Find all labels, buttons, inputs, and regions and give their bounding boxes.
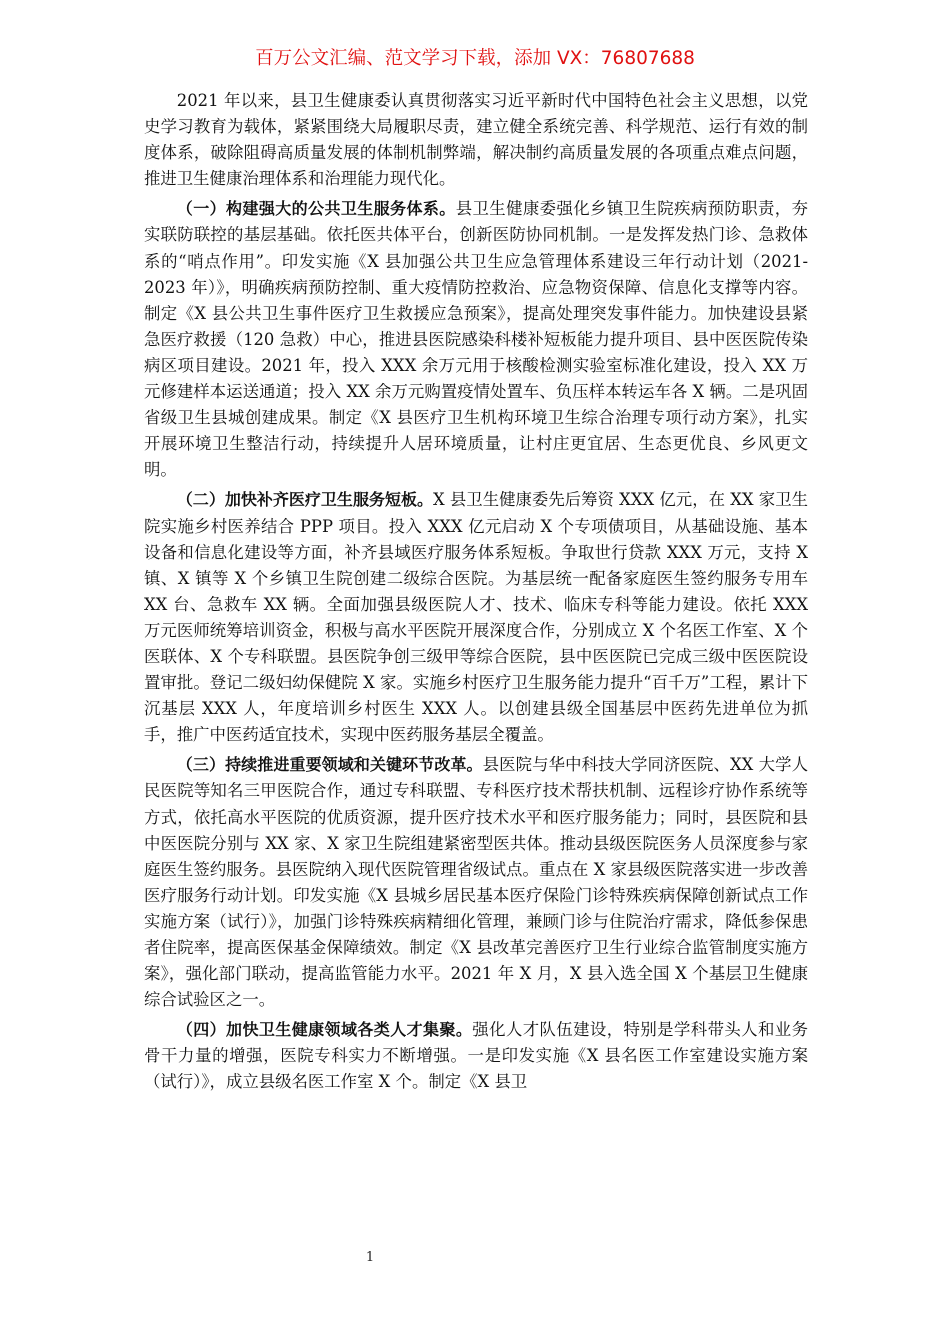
section-2-heading: （二）加快补齐医疗卫生服务短板。	[176, 490, 434, 510]
paragraph-text: 2021 年以来，县卫生健康委认真贯彻落实习近平新时代中国特色社会主义思想，以党史学习教育为载体，紧紧围绕大局履职尽责，建立健全系统完善、科学规范、运行有效的制度体系，破除阻碍高质量发展的体制机制弊端，解决制约高质量发展的各项重点难点问题，推进卫生健康治理体系和治理能力现代化。	[144, 91, 808, 189]
page-number: 1	[365, 1250, 375, 1265]
paragraph-text: 强化人才队伍建设，特别是学科带头人和业务骨干力量的增强，医院专科实力不断增强。一是印发实施《X 县名医工作室建设实施方案（试行）》，成立县级名医工作室 X 个。制定《X 县卫	[144, 1020, 808, 1092]
section-4-paragraph	[144, 1017, 808, 1095]
section-3-heading: （三）持续推进重要领域和关键环节改革。	[176, 755, 483, 775]
intro-paragraph	[144, 88, 808, 192]
paragraph-text: 县医院与华中科技大学同济医院、XX 大学人民医院等知名三甲医院合作，通过专科联盟、专科医疗技术帮扶机制、远程诊疗协作系统等方式，依托高水平医院的优质资源，提升医疗技术水平和医疗服务能力；同时，县医院和县中医医院分别与 XX 家、X 家卫生院组建紧密型医共体。推动县级医院医务人员深度参与家庭医生签约服务。县医院纳入现代医院管理省级试点。重点在 X 家县级医院落实进一步改善医疗服务行动计划。印发实施《X 县城乡居民基本医疗保险门诊特殊疾病保障创新试点工作实施方案（试行）》，加强门诊特殊疾病精细化管理，兼顾门诊与住院治疗需求，降低参保患者住院率，提高医保基金保障绩效。制定《X 县改革完善医疗卫生行业综合监管制度实施方案》，强化部门联动，提高监管能力水平。2021 年 X 月，X 县入选全国 X 个基层卫生健康综合试验区之一。	[144, 755, 808, 1010]
section-2-paragraph	[144, 487, 808, 748]
section-1-heading: （一）构建强大的公共卫生服务体系。	[176, 199, 456, 219]
paragraph-text: X 县卫生健康委先后筹资 XXX 亿元，在 XX 家卫生院实施乡村医养结合 PPP 项目。投入 XXX 亿元启动 X 个专项债项目，从基础设施、基本设备和信息化建设等方面，补齐县域医疗服务体系短板。争取世行贷款 XXX 万元，支持 X 镇、X 镇等 X 个乡镇卫生院创建二级综合医院。为基层统一配备家庭医生签约服务专用车 XX 台、急救车 XX 辆。全面加强县级医院人才、技术、临床专科等能力建设。依托 XXX 万元医师统筹培训资金，积极与高水平医院开展深度合作，分别成立 X 个名医工作室、X 个医联体、X 个专科联盟。县医院争创三级甲等综合医院，县中医医院已完成三级中医医院设置审批。登记二级妇幼保健院 X 家。实施乡村医疗卫生服务能力提升“百千万”工程，累计下沉基层 XXX 人，年度培训乡村医生 XXX 人。以创建县级全国基层中医药先进单位为抓手，推广中医药适宜技术，实现中医药服务基层全覆盖。	[144, 490, 808, 745]
section-4-heading: （四）加快卫生健康领域各类人才集聚。	[176, 1020, 473, 1040]
section-1-paragraph	[144, 196, 808, 483]
watermark-banner: 百万公文汇编、范文学习下载，添加 VX：76807688	[255, 48, 695, 69]
section-3-paragraph	[144, 752, 808, 1013]
document-body	[144, 88, 808, 1100]
paragraph-text: 县卫生健康委强化乡镇卫生院疾病预防职责，夯实联防联控的基层基础。依托医共体平台，创新医防协同机制。一是发挥发热门诊、急救体系的“哨点作用”。印发实施《X 县加强公共卫生应急管理体系建设三年行动计划（2021-2023 年）》，明确疾病预防控制、重大疫情防控救治、应急物资保障、信息化支撑等内容。制定《X 县公共卫生事件医疗卫生救援应急预案》，提高处理突发事件能力。加快建设县紧急医疗救援（120 急救）中心，推进县医院感染科楼补短板能力提升项目、县中医医院传染病区项目建设。2021 年，投入 XXX 余万元用于核酸检测实验室标准化建设，投入 XX 万元修建样本运送通道；投入 XX 余万元购置疫情处置车、负压样本转运车各 X 辆。二是巩固省级卫生县城创建成果。制定《X 县医疗卫生机构环境卫生综合治理专项行动方案》，扎实开展环境卫生整洁行动，持续提升人居环境质量，让村庄更宜居、生态更优良、乡风更文明。	[144, 199, 808, 480]
